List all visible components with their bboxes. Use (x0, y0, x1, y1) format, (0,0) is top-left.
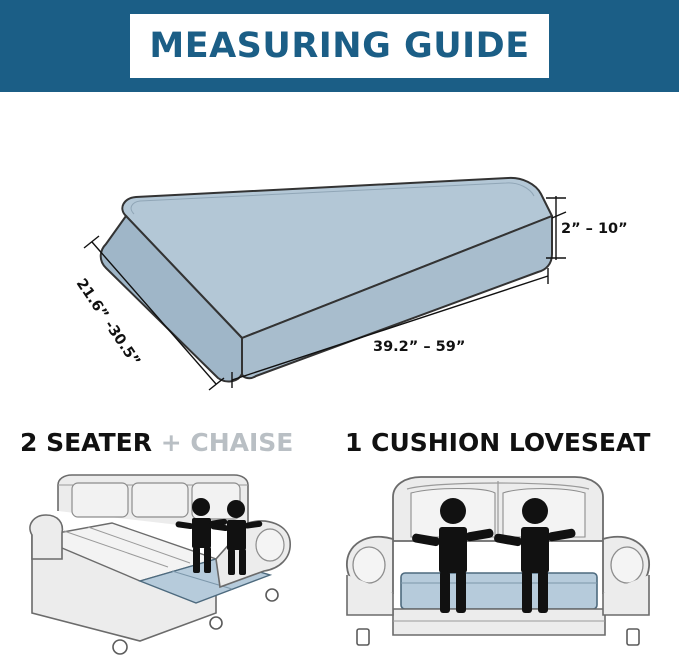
example-title-two-seater (20, 428, 330, 457)
page-title: MEASURING GUIDE (149, 26, 530, 66)
sofa-illustration-loveseat (335, 463, 665, 668)
measured-seat-cushion (401, 573, 597, 609)
depth-dimension-label: 21.6” -30.5” (72, 276, 143, 370)
sofa-leg (113, 640, 127, 654)
header-band (0, 0, 679, 92)
example-title-main: 1 CUSHION LOVESEAT (345, 428, 651, 457)
loveseat-leg (357, 629, 369, 645)
cushion-diagram (0, 92, 679, 422)
header-title-plate (130, 14, 549, 78)
sofa-left-arm (30, 515, 62, 559)
back-cushion (132, 483, 188, 517)
back-cushion (72, 483, 128, 517)
sofa-leg (266, 589, 278, 601)
example-configurations (0, 428, 679, 668)
height-dimension-label: 2” – 10” (561, 221, 628, 237)
loveseat-base (393, 609, 605, 635)
cushion-illustration (0, 92, 679, 422)
sofa-leg (210, 617, 222, 629)
loveseat-leg (627, 629, 639, 645)
sofa-illustration-chaise (20, 463, 330, 668)
example-title-loveseat (335, 428, 665, 457)
example-title-main: 2 SEATER (20, 428, 152, 457)
example-title-muted: CHAISE (190, 428, 294, 457)
example-one-cushion-loveseat (335, 428, 665, 668)
width-dimension-label: 39.2” – 59” (373, 339, 466, 355)
example-two-seater-chaise (20, 428, 330, 668)
example-title-plus: + (160, 428, 182, 457)
